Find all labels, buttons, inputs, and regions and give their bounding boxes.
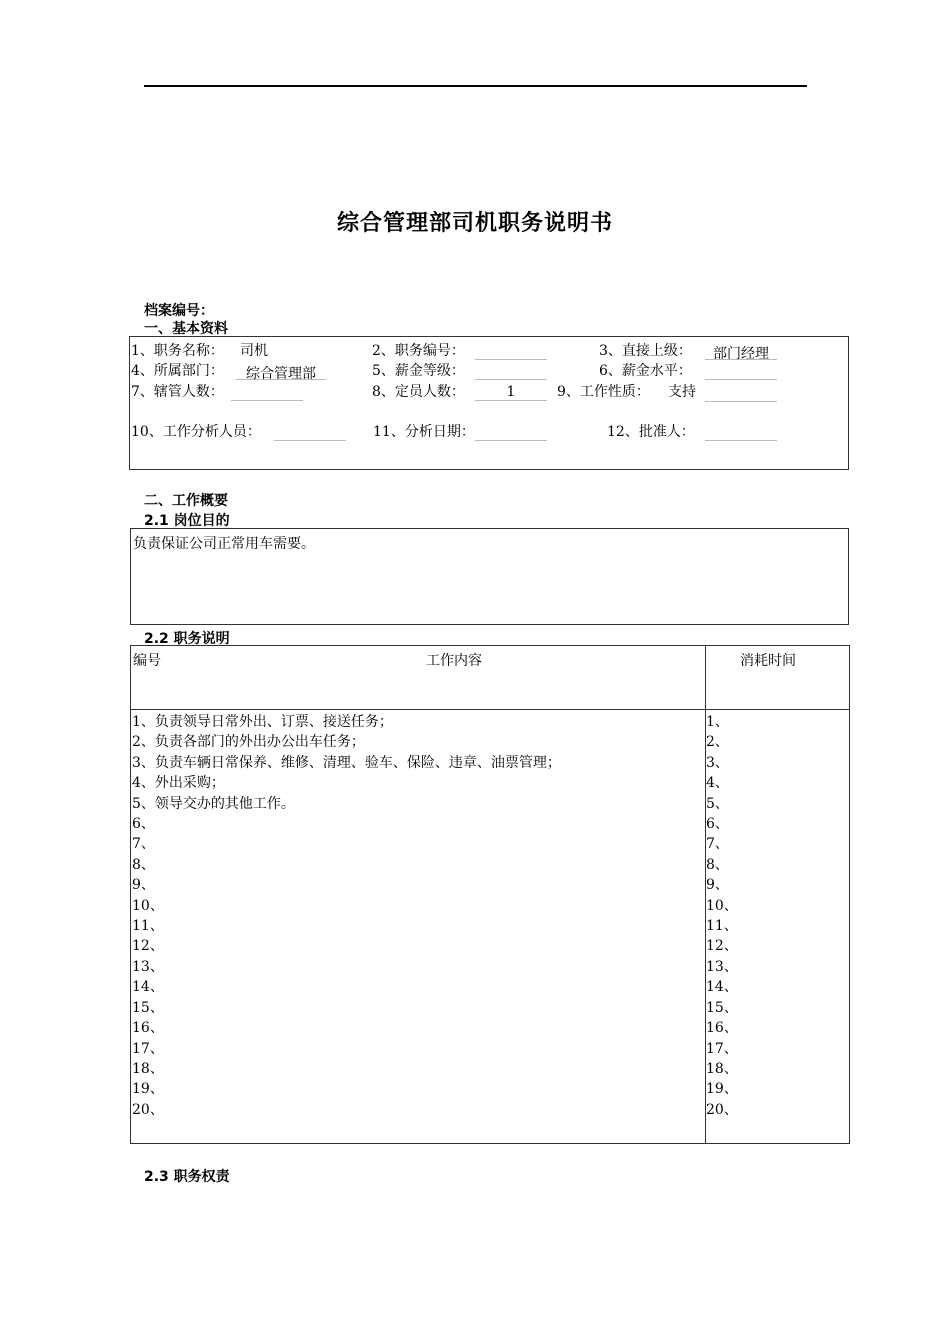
- duty-row: 16、: [132, 1020, 164, 1037]
- duty-row: 7、: [132, 836, 155, 853]
- field-supervisor-value: 部门经理: [705, 343, 777, 360]
- duty-row: 14、: [132, 979, 164, 996]
- field-salary-grade-label: 5、薪金等级：: [372, 363, 465, 379]
- time-row: 14、: [706, 979, 738, 996]
- time-row: 17、: [706, 1040, 738, 1057]
- field-supervisor-label: 3、直接上级：: [599, 343, 692, 359]
- duty-row: 9、: [132, 877, 155, 894]
- field-headcount-value: 1: [475, 384, 547, 401]
- section2-heading: 二、工作概要: [144, 493, 228, 509]
- duty-row: 19、: [132, 1081, 164, 1098]
- field-department-value: 综合管理部: [236, 363, 326, 380]
- section1-heading: 一、基本资料: [144, 321, 228, 337]
- field-department-label: 4、所属部门：: [131, 363, 224, 379]
- field-headcount-label: 8、定员人数：: [372, 384, 465, 400]
- field-analyst-label: 10、工作分析人员：: [131, 424, 261, 440]
- field-job-title-label: 1、职务名称：: [131, 343, 224, 359]
- field-analysis-date-label: 11、分析日期：: [373, 424, 475, 440]
- duties-col-time: 消耗时间: [740, 653, 796, 669]
- duties-col-number: 编号: [133, 653, 161, 669]
- duty-row: 5、领导交办的其他工作。: [132, 795, 295, 812]
- duties-table-header-divider: [130, 709, 850, 710]
- file-number-label: 档案编号：: [144, 303, 214, 319]
- field-salary-level-value: [705, 363, 777, 380]
- time-row: 4、: [706, 775, 729, 792]
- field-approver-value: [705, 424, 777, 441]
- duty-row: 10、: [132, 897, 164, 914]
- header-rule: [144, 85, 807, 87]
- field-job-title-value: 司机: [240, 343, 268, 359]
- time-row: 18、: [706, 1060, 738, 1077]
- field-work-nature-value: 支持: [668, 384, 696, 400]
- time-row: 19、: [706, 1081, 738, 1098]
- duty-row: 6、: [132, 816, 155, 833]
- time-row: 2、: [706, 734, 729, 751]
- duty-row: 12、: [132, 938, 164, 955]
- purpose-heading: 2.1 岗位目的: [144, 513, 230, 529]
- duty-row: 4、外出采购；: [132, 775, 225, 792]
- duties-col-content: 工作内容: [426, 653, 482, 669]
- time-row: 9、: [706, 877, 729, 894]
- field-analyst-value: [274, 424, 346, 441]
- time-row: 6、: [706, 816, 729, 833]
- duty-row: 15、: [132, 999, 164, 1016]
- field-salary-grade-value: [475, 363, 547, 380]
- duty-row: 18、: [132, 1060, 164, 1077]
- duty-row: 3、负责车辆日常保养、维修、清理、验车、保险、违章、油票管理；: [132, 754, 561, 771]
- time-row: 3、: [706, 754, 729, 771]
- duty-row: 13、: [132, 958, 164, 975]
- field-analysis-date-value: [475, 424, 547, 441]
- duty-row: 20、: [132, 1101, 164, 1118]
- duty-row: 8、: [132, 856, 155, 873]
- time-row: 5、: [706, 795, 729, 812]
- time-row: 12、: [706, 938, 738, 955]
- time-row: 13、: [706, 958, 738, 975]
- field-job-code-label: 2、职务编号：: [372, 343, 465, 359]
- time-row: 16、: [706, 1020, 738, 1037]
- time-row: 15、: [706, 999, 738, 1016]
- document-title: 综合管理部司机职务说明书: [336, 211, 613, 236]
- field-salary-level-label: 6、薪金水平：: [599, 363, 692, 379]
- field-job-code-value: [475, 343, 547, 360]
- field-managed-count-label: 7、辖管人数：: [131, 384, 224, 400]
- time-row: 11、: [706, 918, 738, 935]
- duty-row: 11、: [132, 918, 164, 935]
- field-approver-label: 12、批准人：: [607, 424, 695, 440]
- duty-row: 17、: [132, 1040, 164, 1057]
- field-work-nature-line: [705, 385, 777, 402]
- purpose-text: 负责保证公司正常用车需要。: [133, 536, 315, 552]
- duty-row: 2、负责各部门的外出办公出车任务；: [132, 734, 365, 751]
- time-row: 10、: [706, 897, 738, 914]
- time-row: 7、: [706, 836, 729, 853]
- duties-heading: 2.2 职务说明: [144, 631, 230, 647]
- field-managed-count-value: [231, 384, 303, 401]
- duties-time-column: [706, 712, 738, 1120]
- duties-content-column: [132, 712, 561, 1120]
- duty-row: 1、负责领导日常外出、订票、接送任务；: [132, 714, 393, 730]
- time-row: 1、: [706, 714, 729, 730]
- time-row: 8、: [706, 856, 729, 873]
- authority-heading: 2.3 职务权责: [144, 1169, 230, 1185]
- field-work-nature-label: 9、工作性质：: [557, 384, 650, 400]
- time-row: 20、: [706, 1101, 738, 1118]
